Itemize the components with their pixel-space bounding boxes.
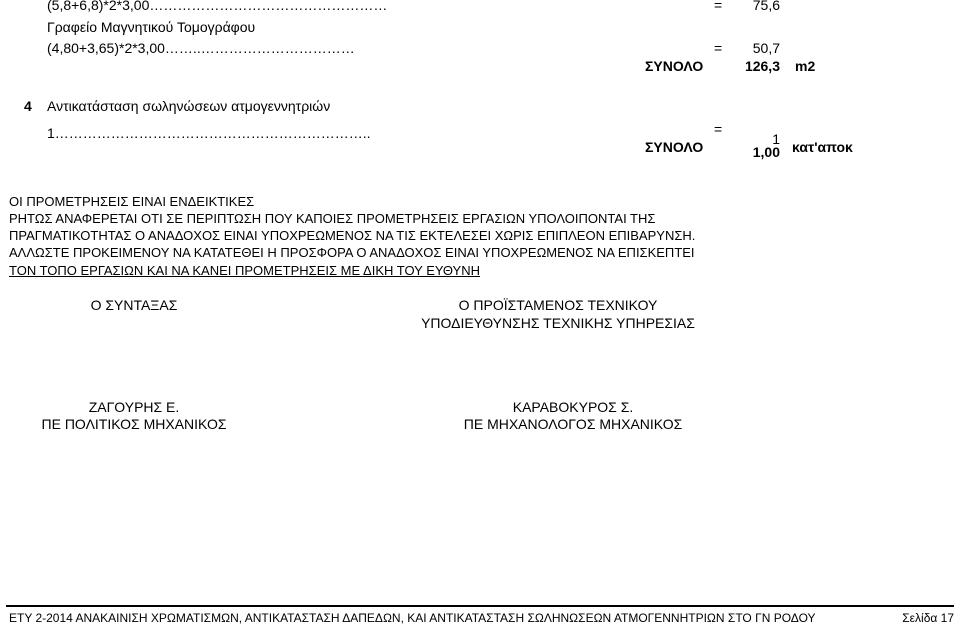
item4-total-value: 1,00 (752, 144, 780, 160)
calc-row1-equals: = (714, 0, 723, 13)
calc-row1-formula: (5,8+6,8)*2*3,00…………………………………………… (47, 0, 388, 13)
item4-equals: = (714, 121, 723, 137)
total1-label: ΣΥΝΟΛΟ (645, 58, 704, 74)
signature-left-role: Ο ΣΥΝΤΑΞΑΣ (90, 297, 178, 313)
signature-right-title: ΠΕ ΜΗΧΑΝΟΛΟΓΟΣ ΜΗΧΑΝΙΚΟΣ (463, 416, 683, 432)
footer-divider (6, 605, 954, 607)
total1-unit: m2 (795, 58, 816, 74)
calc-row1-value: 75,6 (752, 0, 780, 13)
notice-line-3: ΠΡΑΓΜΑΤΙΚΟΤΗΤΑΣ Ο ΑΝΑΔΟΧΟΣ ΕΙΝΑΙ ΥΠΟΧΡΕΩΜΕΝΟΣ ΝΑ ΤΙΣ ΕΚΤΕΛΕΣΕΙ ΧΩΡΙΣ ΕΠΙΠΛΕΟΝ ΕΠΙΒΑΡΥΝΣΗ. (9, 228, 696, 243)
footer-page-number: Σελίδα 17 (902, 611, 954, 625)
total1-value: 126,3 (744, 58, 780, 74)
calc-row2-label: Γραφείο Μαγνητικού Τομογράφου (47, 19, 256, 35)
item4-total-label: ΣΥΝΟΛΟ (645, 139, 704, 155)
footer-text: ΕΤΥ 2-2014 ΑΝΑΚΑΙΝΙΣΗ ΧΡΩΜΑΤΙΣΜΩΝ, ΑΝΤΙΚΑΤΑΣΤΑΣΗ ΔΑΠΕΔΩΝ, ΚΑΙ ΑΝΤΙΚΑΤΑΣΤΑΣΗ ΣΩΛΗΝΩΣΕΩΝ ΑΤΜΟΓΕΝΝΗΤΡΙΩΝ ΣΤΟ ΓΝ ΡΟΔΟΥ (9, 611, 816, 625)
signature-right-name: ΚΑΡΑΒΟΚΥΡΟΣ Σ. (512, 399, 634, 415)
notice-line-5: ΤΟΝ ΤΟΠΟ ΕΡΓΑΣΙΩΝ ΚΑΙ ΝΑ ΚΑΝΕΙ ΠΡΟΜΕΤΡΗΣΕΙΣ ΜΕ ΔΙΚΗ ΤΟΥ ΕΥΘΥΝΗ (9, 263, 480, 278)
notice-line-4: ΑΛΛΩΣΤΕ ΠΡΟΚΕΙΜΕΝΟΥ ΝΑ ΚΑΤΑΤΕΘΕΙ Η ΠΡΟΣΦΟΡΑ Ο ΑΝΑΔΟΧΟΣ ΕΙΝΑΙ ΥΠΟΧΡΕΩΜΕΝΟΣ ΝΑ ΕΠΙΣΚΕΠΤΕΙ (9, 245, 695, 260)
item4-formula: 1………………………………………………………….. (47, 125, 371, 141)
item4-title: Αντικατάσταση σωληνώσεων ατμογεννητριών (47, 98, 331, 114)
signature-left-name: ΖΑΓΟΥΡΗΣ Ε. (88, 399, 180, 415)
notice-line-2: ΡΗΤΩΣ ΑΝΑΦΕΡΕΤΑΙ ΟΤΙ ΣΕ ΠΕΡΙΠΤΩΣΗ ΠΟΥ ΚΑΠΟΙΕΣ ΠΡΟΜΕΤΡΗΣΕΙΣ ΕΡΓΑΣΙΩΝ ΥΠΟΛΟΙΠΟΝΤΑΙ ΤΗΣ (9, 211, 656, 226)
notice-line-1: ΟΙ ΠΡΟΜΕΤΡΗΣΕΙΣ ΕΙΝΑΙ ΕΝΔΕΙΚΤΙΚΕΣ (9, 194, 255, 209)
calc-row3-equals: = (714, 40, 723, 56)
calc-row3-formula: (4,80+3,65)*2*3,00……..…………………………… (47, 40, 355, 56)
signature-right-role-2: ΥΠΟΔΙΕΥΘΥΝΣΗΣ ΤΕΧΝΙΚΗΣ ΥΠΗΡΕΣΙΑΣ (421, 315, 695, 331)
calc-row3-value: 50,7 (752, 40, 780, 56)
signature-left-title: ΠΕ ΠΟΛΙΤΙΚΟΣ ΜΗΧΑΝΙΚΟΣ (41, 416, 227, 432)
item4-value: 1 (772, 131, 780, 147)
item4-number: 4 (24, 98, 32, 114)
page-footer (9, 611, 954, 625)
signature-right-role-1: Ο ΠΡΟΪΣΤΑΜΕΝΟΣ ΤΕΧΝΙΚΟΥ (458, 297, 658, 313)
item4-unit: κατ'αποκ (792, 139, 853, 155)
